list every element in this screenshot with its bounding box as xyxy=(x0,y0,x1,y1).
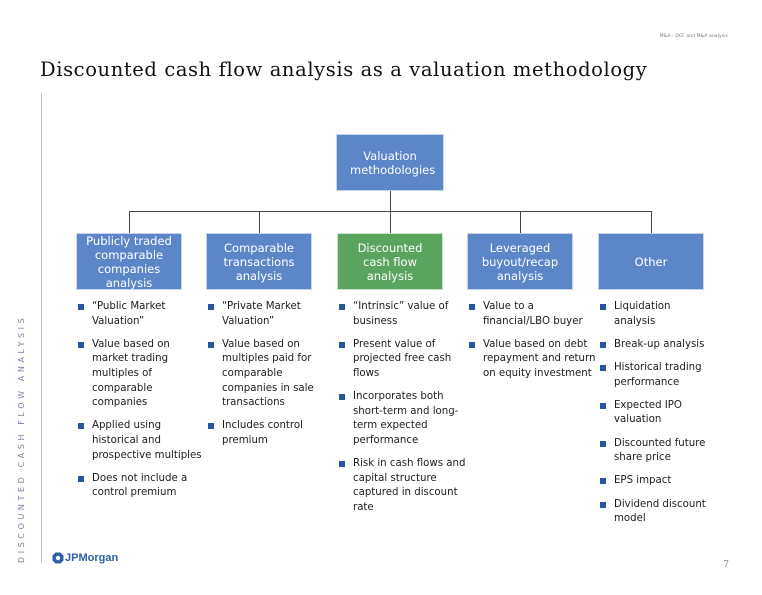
square-bullet-icon xyxy=(78,476,84,482)
square-bullet-icon xyxy=(600,478,606,484)
square-bullet-icon xyxy=(600,304,606,310)
bullet-item: Discounted future share price xyxy=(600,437,710,466)
root-box-label: Valuation methodologies xyxy=(350,148,436,177)
bullet-item: Liquidation analysis xyxy=(600,300,710,329)
bullet-item: Does not include a control premium xyxy=(78,472,206,501)
bullet-item: “Public Market Valuation” xyxy=(78,300,206,329)
page-title: Discounted cash flow analysis as a valuation methodology xyxy=(40,58,648,81)
box-label: Comparable transactions analysis xyxy=(223,240,295,283)
bullet-item: Incorporates both short-term and long-term expected performance xyxy=(339,390,467,448)
square-bullet-icon xyxy=(339,461,345,467)
bullet-item: “Intrinsic” value of business xyxy=(339,300,467,329)
square-bullet-icon xyxy=(600,403,606,409)
square-bullet-icon xyxy=(208,342,214,348)
square-bullet-icon xyxy=(78,342,84,348)
connector-root-down xyxy=(390,191,391,211)
box-other xyxy=(598,233,704,290)
square-bullet-icon xyxy=(469,304,475,310)
box-label: Publicly traded comparable companies analysis xyxy=(86,233,172,290)
connector-col-1 xyxy=(129,211,130,233)
bullet-item: Includes control premium xyxy=(208,419,336,448)
box-publicly-traded-comparables xyxy=(76,233,182,290)
header-note: M&A - DCF and M&A analysis xyxy=(659,34,728,39)
bullet-item: Break-up analysis xyxy=(600,338,710,353)
bullets-discounted-cash-flow xyxy=(339,300,467,524)
bullet-item: Value to a financial/LBO buyer xyxy=(469,300,597,329)
box-label: Other xyxy=(634,254,668,269)
bullet-item: Value based on market trading multiples of comparable companies xyxy=(78,338,206,411)
bullet-item: Applied using historical and prospective multiples xyxy=(78,419,206,463)
bullets-other xyxy=(600,300,710,535)
square-bullet-icon xyxy=(469,342,475,348)
page-number: 7 xyxy=(723,560,729,570)
bullets-leveraged-buyout xyxy=(469,300,597,390)
bullets-comparable-transactions xyxy=(208,300,336,457)
square-bullet-icon xyxy=(339,342,345,348)
left-divider xyxy=(41,93,42,563)
square-bullet-icon xyxy=(78,304,84,310)
box-label: Discounted cash flow analysis xyxy=(357,240,423,283)
logo-text: JPMorgan xyxy=(65,552,119,564)
connector-col-4 xyxy=(520,211,521,233)
bullet-item: Historical trading performance xyxy=(600,361,710,390)
square-bullet-icon xyxy=(78,423,84,429)
jpmorgan-logo xyxy=(52,552,118,564)
root-box-valuation-methodologies xyxy=(336,134,444,191)
bullet-item: “Private Market Valuation” xyxy=(208,300,336,329)
side-label: DISCOUNTED CASH FLOW ANALYSIS xyxy=(17,314,26,563)
connector-col-3 xyxy=(390,211,391,233)
square-bullet-icon xyxy=(339,394,345,400)
bullet-item: Value based on multiples paid for comparable companies in sale transactions xyxy=(208,338,336,411)
box-comparable-transactions xyxy=(206,233,312,290)
connector-col-2 xyxy=(259,211,260,233)
bullet-item: Dividend discount model xyxy=(600,498,710,527)
bullet-item: Value based on debt repayment and return on equity investment xyxy=(469,338,597,382)
connector-col-5 xyxy=(651,211,652,233)
bullet-item: Risk in cash flows and capital structure captured in discount rate xyxy=(339,457,467,515)
square-bullet-icon xyxy=(208,423,214,429)
square-bullet-icon xyxy=(600,441,606,447)
square-bullet-icon xyxy=(600,502,606,508)
bullet-item: EPS impact xyxy=(600,474,710,489)
bullet-item: Expected IPO valuation xyxy=(600,399,710,428)
bullets-publicly-traded xyxy=(78,300,206,510)
box-leveraged-buyout xyxy=(467,233,573,290)
square-bullet-icon xyxy=(208,304,214,310)
bullet-item: Present value of projected free cash flows xyxy=(339,338,467,382)
square-bullet-icon xyxy=(339,304,345,310)
box-label: Leveraged buyout/recap analysis xyxy=(481,240,559,283)
box-discounted-cash-flow xyxy=(337,233,443,290)
square-bullet-icon xyxy=(600,342,606,348)
square-bullet-icon xyxy=(600,365,606,371)
jpmorgan-octagon-icon xyxy=(52,552,64,564)
